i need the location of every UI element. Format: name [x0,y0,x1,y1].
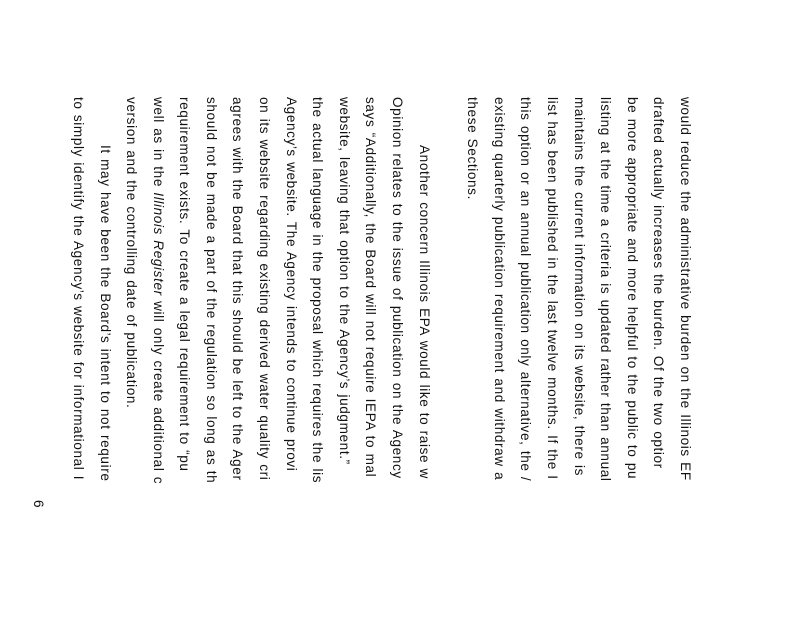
paragraph-2 [118,97,437,618]
text-line: the actual language in the proposal which requires the lis [310,97,326,484]
text-line: be more appropriate and more helpful to the public to pu [624,97,640,480]
text-line: Agency’s website. The Agency intends to continue provi [283,97,299,472]
text-line: maintains the current information on its website, there is [571,97,587,477]
text-line: existing quarterly publication requirement and withdraw a [491,97,507,481]
text-line: requirement exists. To create a legal requirement to “pu [177,97,193,472]
document-body [64,97,698,618]
text-line: drafted actually increases the burden. Of the two optior [651,97,667,469]
text-line: Another concern Illinois EPA would like to raise w [416,145,432,479]
text-line: to simply identify the Agency’s website for informational I [70,97,86,481]
text-line: on its website regarding existing derived water quality cri [257,97,273,481]
text-line: listing at the time a criteria is updated rather than annual [598,97,614,482]
text-line: these Sections. [465,97,481,200]
text-line: well as in the Illinois Register will only create additional c [150,97,166,485]
text-line: version and the controlling date of publication. [124,97,140,409]
text-line: Opinion relates to the issue of publication on the Agency [390,97,406,479]
text-line: would reduce the administrative burden on the Illinois EF [678,97,693,481]
text-line: website, leaving that option to the Agency’s judgment.” [336,97,352,465]
paragraph-1 [459,97,698,618]
text-line: says “Additionally, the Board will not require IEPA to mal [363,97,379,478]
text-line: It may have been the Board’s intent to not require [97,145,113,482]
text-line: should not be made a part of the regulation so long as th [203,97,219,484]
text-line: this option or an annual publication only alternative, the / [518,97,534,482]
paragraph-3 [64,97,117,618]
text-line: agrees with the Board that this should be left to the Ager [230,97,246,481]
text-line: list has been published in the last twelve months. If the I [545,97,561,480]
paragraph-gap [437,97,459,618]
page-number: 6 [31,500,46,508]
